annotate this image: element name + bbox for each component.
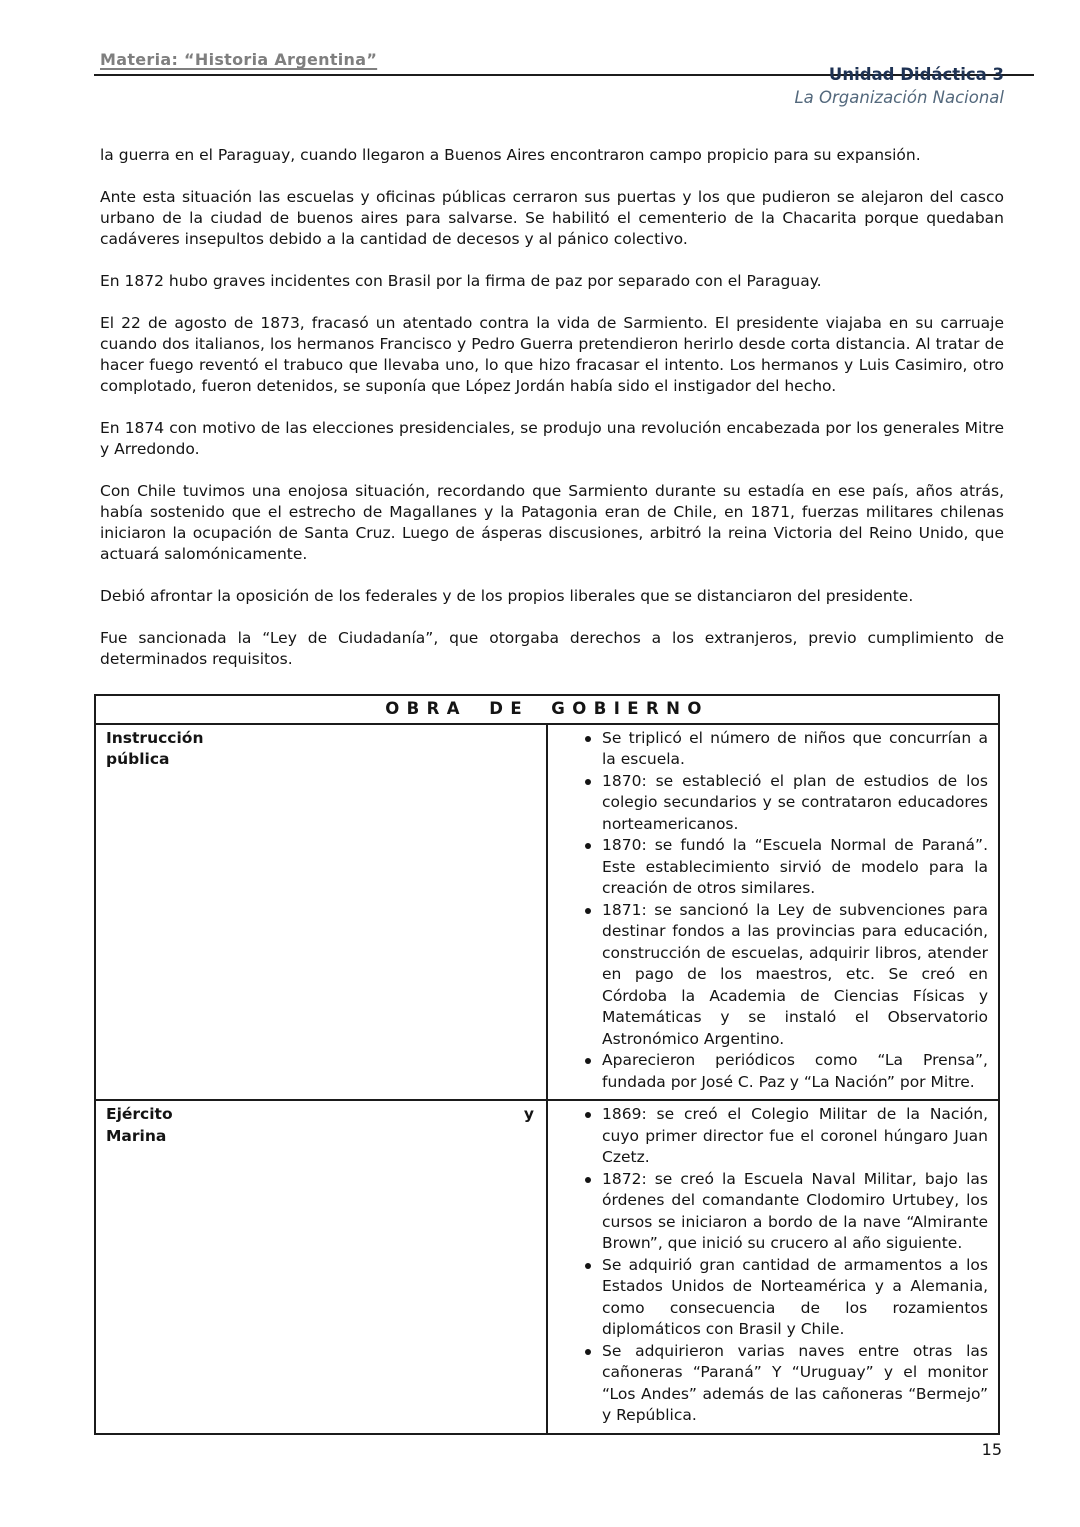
row-label-line: Instrucción (106, 728, 204, 747)
list-item-text: 1872: se creó la Escuela Naval Militar, bajo las órdenes del comandante Clodomiro Urtubey, los cursos se iniciaron a bordo de la nave “Almirante Brown”, que inició su crucero al año siguiente. (602, 1169, 988, 1252)
table-row (95, 1100, 999, 1434)
row-label-word: y (523, 1105, 534, 1123)
unit-title: Unidad Didáctica 3 (828, 65, 1004, 84)
page-number: 15 (981, 1440, 1002, 1459)
table-row (95, 724, 999, 1101)
list-item-text: 1871: se sancionó la Ley de subvenciones para destinar fondos a las provincias para educación, construcción de escuelas, adquirir libros, atender en pago de los maestros, etc. Se creó en Córdoba la Academia de Ciencias Físicas y Matemáticas y se instaló el Observatorio Astronómico Argentino. (602, 900, 988, 1048)
paragraph: Con Chile tuvimos una enojosa situación, recordando que Sarmiento durante su estadía en ese país, años atrás, había sostenido que el estrecho de Magallanes y la Patagonia eran de Chile, en 1871, fuerzas militares chilenas iniciaron la ocupación de Santa Cruz. Luego de ásperas discusiones, arbitró la reina Victoria del Reino Unido, que actuará salomónicamente. (100, 482, 1004, 563)
list-item (548, 1169, 988, 1255)
bullet-marker (578, 1050, 602, 1093)
bullet-marker (578, 1169, 602, 1255)
bullet-marker (578, 728, 602, 771)
paragraph: En 1872 hubo graves incidentes con Brasil por la firma de paz por separado con el Paraguay. (100, 272, 822, 290)
unit-subtitle: La Organización Nacional (794, 88, 1004, 107)
list-item (548, 900, 988, 1051)
list-item-text: Se adquirieron varias naves entre otras las cañoneras “Paraná” Y “Uruguay” y el monitor “Los Andes” además de las cañoneras “Bermejo” y República. (602, 1341, 988, 1424)
paragraph: Fue sancionada la “Ley de Ciudadanía”, que otorgaba derechos a los extranjeros, previo cumplimiento de determinados requisitos. (100, 629, 1004, 668)
course-header: Materia: “Historia Argentina” (100, 50, 378, 69)
row-label-ejercito-marina (95, 1100, 547, 1434)
bullet-marker (578, 771, 602, 836)
list-item-text: Se triplicó el número de niños que concurrían a la escuela. (602, 728, 988, 768)
list-item (548, 1104, 988, 1169)
list-item (548, 728, 988, 771)
row-label-word: Ejército (106, 1105, 173, 1123)
row-label-line: Marina (106, 1126, 167, 1145)
list-item (548, 835, 988, 900)
list-item-text: 1870: se fundó la “Escuela Normal de Paraná”. Este establecimiento sirvió de modelo para la creación de otros similares. (602, 836, 988, 897)
table-header-row (95, 695, 999, 724)
row-label-line (106, 1104, 534, 1126)
list-item (548, 1341, 988, 1427)
paragraph: En 1874 con motivo de las elecciones presidenciales, se produjo una revolución encabezada por los generales Mitre y Arredondo. (100, 419, 1004, 458)
list-item (548, 1255, 988, 1341)
row-label-instruccion-publica (95, 724, 547, 1101)
table-title: OBRA DE GOBIERNO (95, 695, 999, 724)
list-item-text: Se adquirió gran cantidad de armamentos a los Estados Unidos de Norteamérica y a Alemania, como consecuencia de los rozamientos diplomáticos con Brasil y Chile. (602, 1255, 988, 1338)
row-label-line: pública (106, 750, 170, 768)
paragraph: la guerra en el Paraguay, cuando llegaron a Buenos Aires encontraron campo propicio para su expansión. (100, 146, 921, 164)
bullet-marker (578, 1341, 602, 1427)
paragraph: Debió afrontar la oposición de los federales y de los propios liberales que se distanciaron del presidente. (100, 587, 914, 605)
list-item (548, 771, 988, 836)
row-content (547, 1100, 999, 1434)
list-item-text: 1870: se estableció el plan de estudios de los colegio secundarios y se contrataron educadores norteamericanos. (602, 771, 988, 833)
paragraph: El 22 de agosto de 1873, fracasó un atentado contra la vida de Sarmiento. El presidente viajaba en su carruaje cuando dos italianos, los hermanos Francisco y Pedro Guerra pretendieron herirlo desde corta distancia. Al tratar de hacer fuego reventó el trabuco que llevaba uno, lo que hizo fracasar el intento. Los hermanos y Luis Casimiro, otro complotado, fueron detenidos, se suponía que López Jordán había sido el instigador del hecho. (100, 314, 1004, 395)
bullet-marker (578, 835, 602, 900)
paragraph: Ante esta situación las escuelas y oficinas públicas cerraron sus puertas y los que pudieron se alejaron del casco urbano de la ciudad de buenos aires para salvarse. Se habilitó el cementerio de la Chacarita porque quedaban cadáveres insepultos debido a la cantidad de decesos y al pánico colectivo. (100, 188, 1004, 248)
bullet-marker (578, 900, 602, 1051)
bullet-marker (578, 1255, 602, 1341)
list-item-text: 1869: se creó el Colegio Militar de la Nación, cuyo primer director fue el coronel húngaro Juan Czetz. (602, 1105, 988, 1166)
list-item (548, 1050, 988, 1093)
bullet-marker (578, 1104, 602, 1169)
government-works-table (94, 694, 1000, 1435)
row-content (547, 724, 999, 1101)
list-item-text: Aparecieron periódicos como “La Prensa”, fundada por José C. Paz y “La Nación” por Mitre. (602, 1051, 988, 1091)
document-body (100, 145, 1004, 670)
